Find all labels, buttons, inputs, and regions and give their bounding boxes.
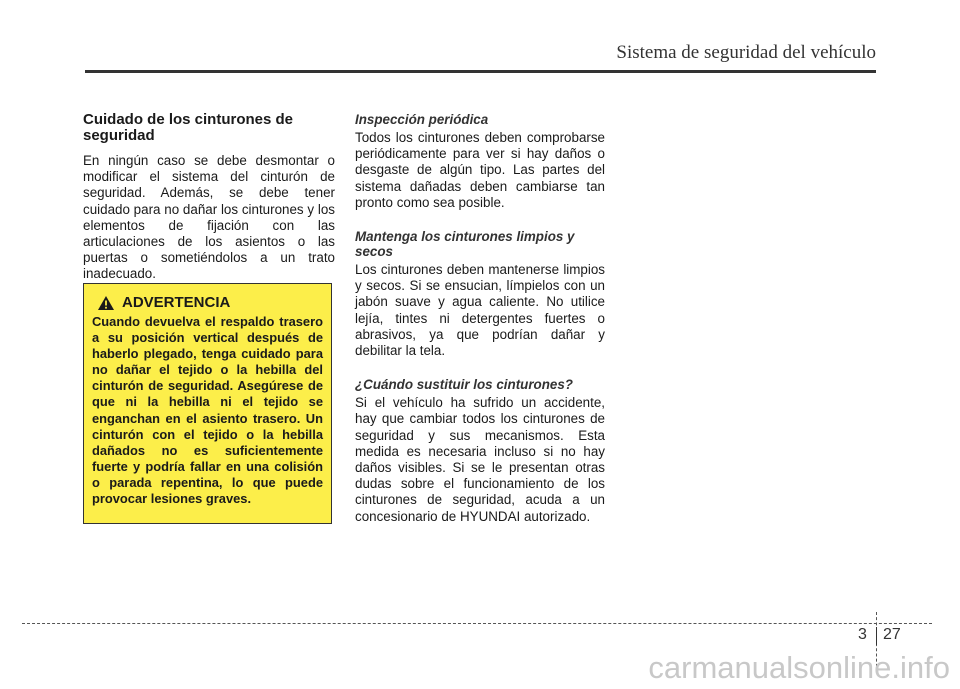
inspection-paragraph: Todos los cinturones deben comprobarse periódicamente para ver si hay daños o desgaste de algún tipo. Las partes del sistema dañadas deben cambiarse tan pronto como sea posible.: [355, 130, 605, 210]
replace-heading: ¿Cuándo sustituir los cinturones?: [355, 377, 573, 393]
clean-dry-heading: Mantenga los cinturones limpios y secos: [355, 229, 575, 260]
belt-care-paragraph: En ningún caso se debe desmontar o modificar el sistema del cinturón de seguridad. Además, se debe tener cuidado para no dañar los cinturones y los elementos de fijación con las articulaciones de los asientos o las puertas o sometiéndolos a un trato inadecuado.: [83, 153, 335, 282]
warning-text: Cuando devuelva el respaldo trasero a su posición vertical después de haberlo plegado, tenga cuidado para no dañar el tejido o la hebilla del cinturón de seguridad. Asegúrese de que ni la hebilla ni el tejido se enganchan en el asiento trasero. Un cinturón con el tejido o la hebilla dañados no es suficientemente fuerte y podría fallar en una colisión o parada repentina, lo que puede provocar lesiones graves.: [92, 314, 323, 507]
header-rule: [85, 70, 876, 73]
inspection-heading: Inspección periódica: [355, 112, 489, 127]
footer-rule: [22, 623, 932, 624]
right-column: [355, 112, 605, 525]
belt-care-heading: Cuidado de los cinturones de seguridad: [83, 111, 294, 144]
page-header-title: Sistema de seguridad del vehículo: [616, 42, 876, 63]
replace-paragraph: Si el vehículo ha sufrido un accidente, hay que cambiar todos los cinturones de seguridad y sus mecanismos. Esta medida es necesaria incluso si no hay daños visibles. Si se le presentan otras dudas sobre el funcionamiento de los cinturones de seguridad, acuda a un concesionario de HYUNDAI autorizado.: [355, 395, 605, 524]
left-column: [83, 112, 335, 283]
warning-header: [97, 294, 323, 311]
warning-title: ADVERTENCIA: [122, 294, 231, 311]
chapter-number: 3: [858, 626, 867, 643]
warning-triangle-icon: [97, 295, 115, 311]
warning-box: [83, 283, 332, 524]
page-number-divider: [876, 627, 877, 645]
clean-dry-paragraph: Los cinturones deben mantenerse limpios y secos. Si se ensucian, límpielos con un jabón suave y agua caliente. No utilice lejía, tintes ni detergentes fuertes o abrasivos, ya que podrían dañar y debilitar la tela.: [355, 262, 605, 359]
watermark: carmanualsonline.info: [648, 650, 950, 685]
page-number: 27: [883, 626, 901, 643]
